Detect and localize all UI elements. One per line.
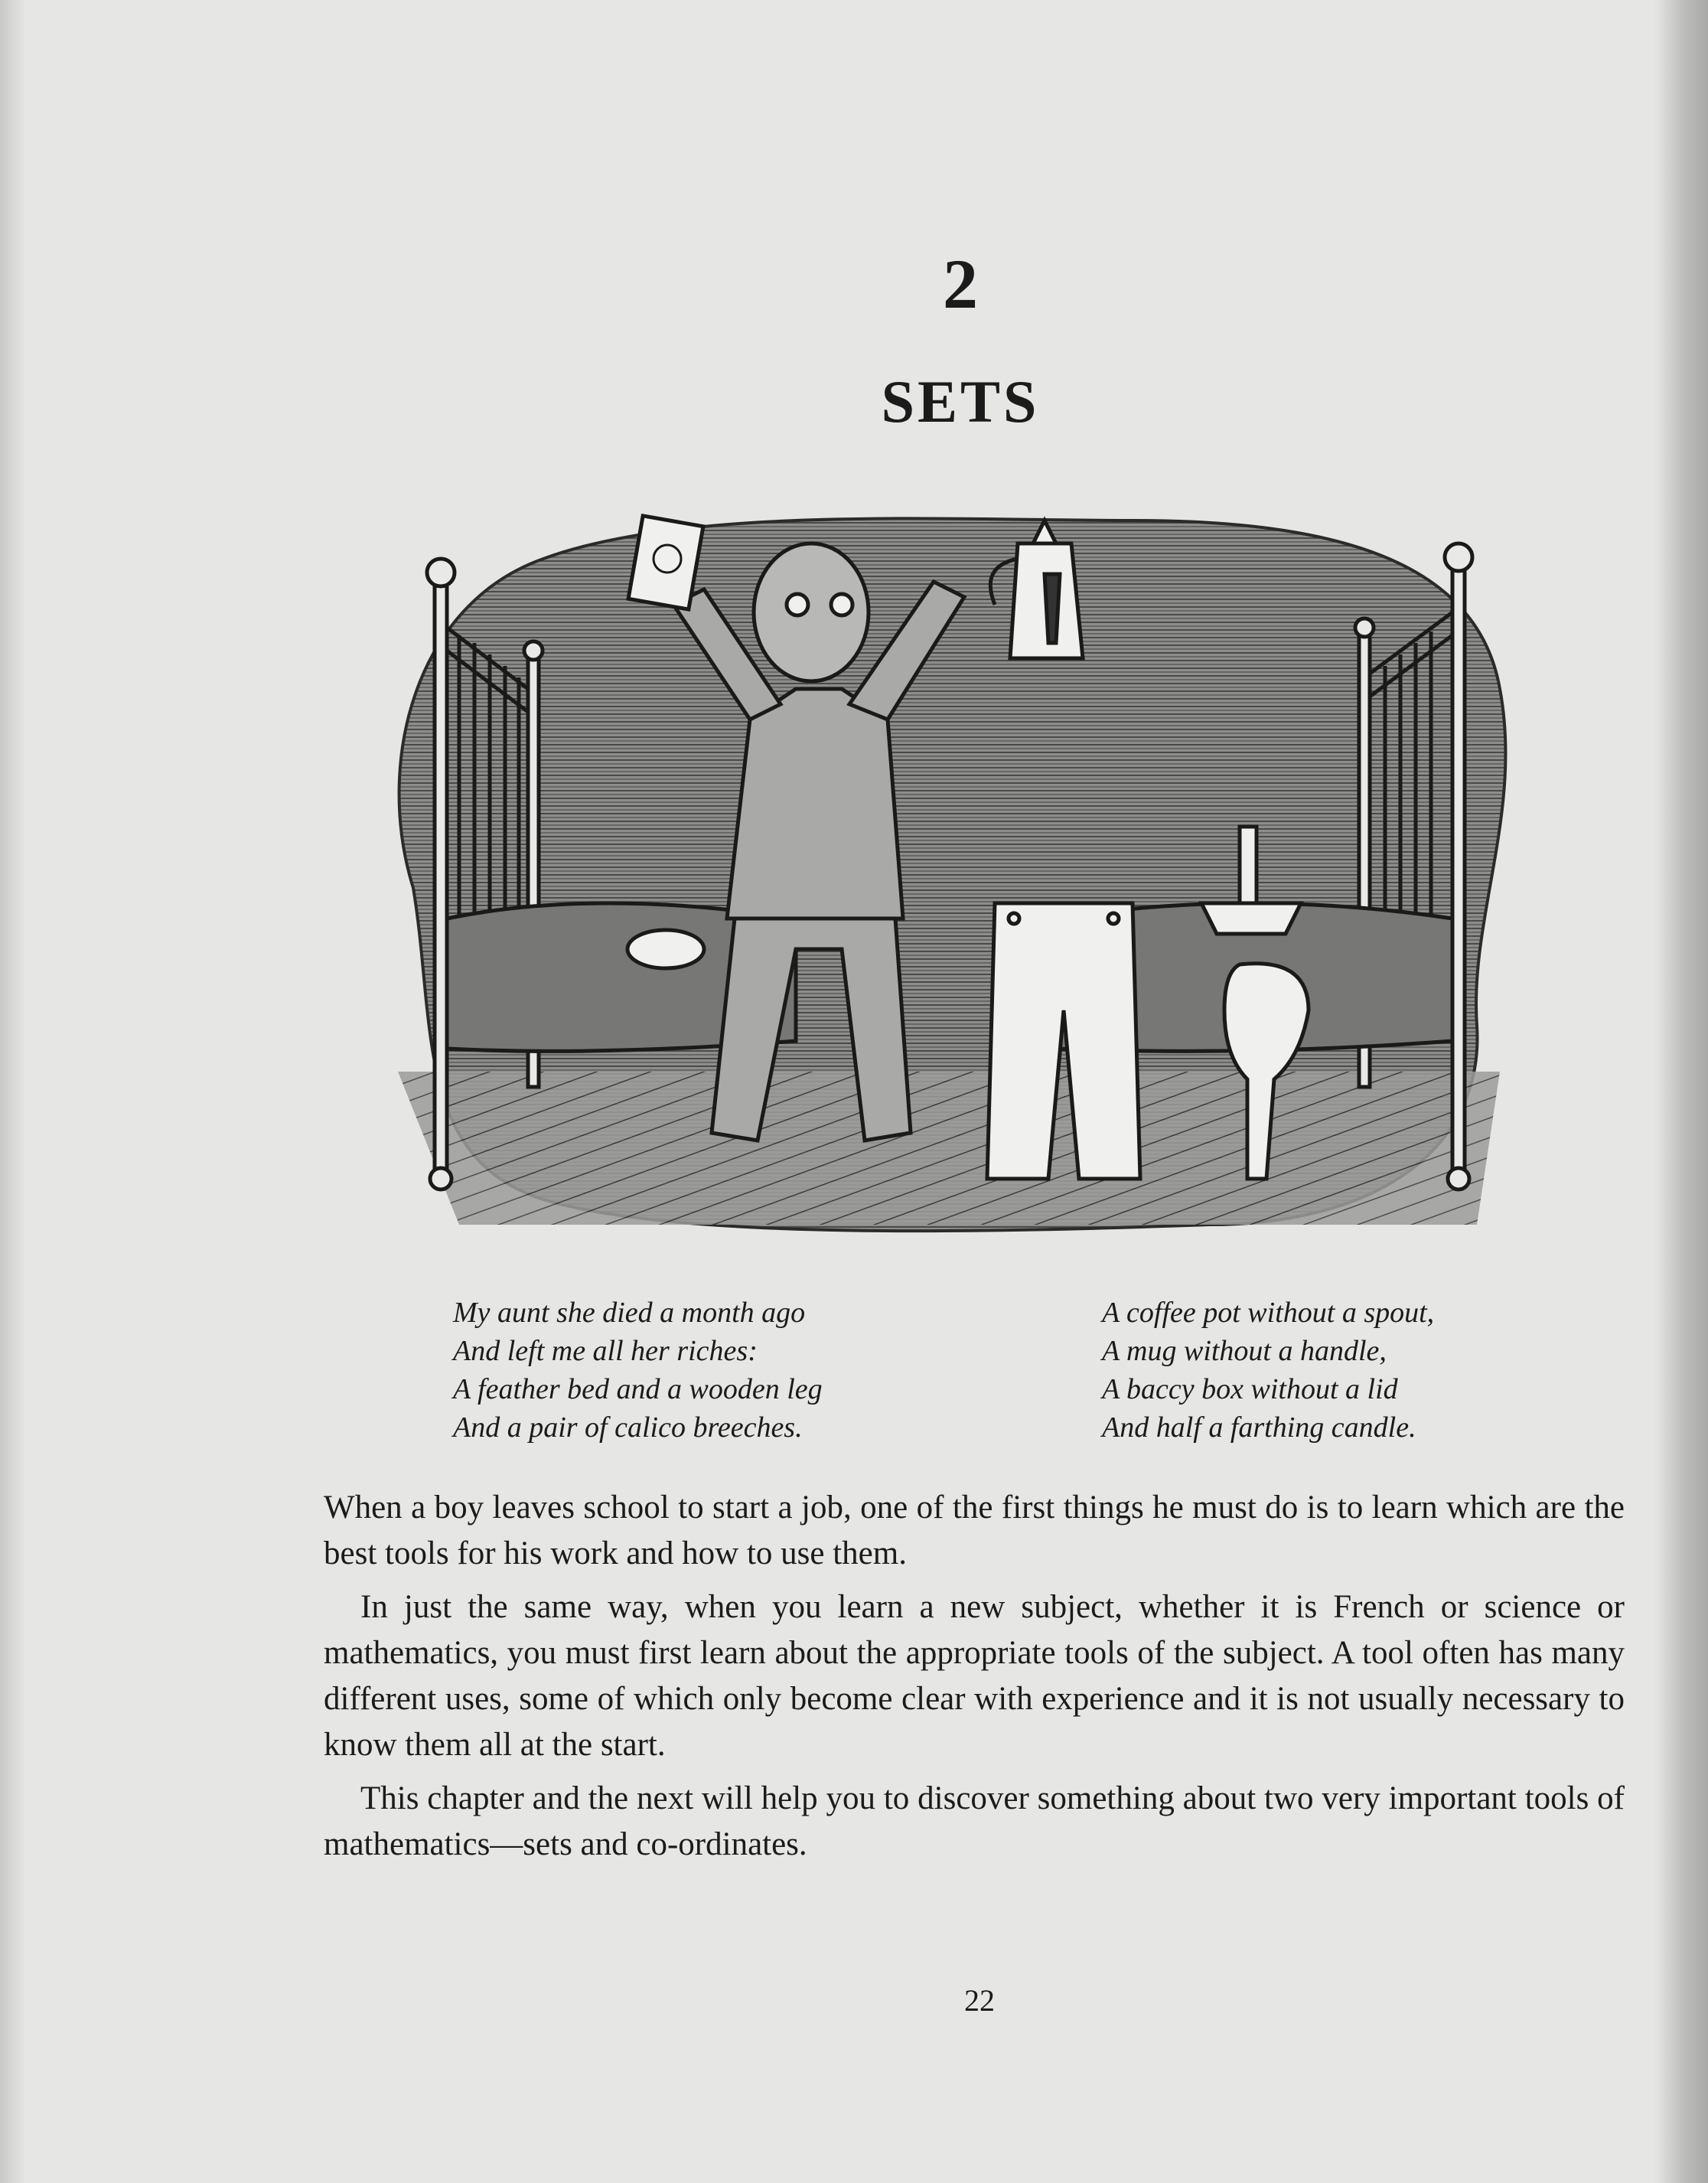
poem-right-stanza: [1102, 1294, 1684, 1447]
poem-line: A coffee pot without a spout,: [1102, 1297, 1435, 1329]
poem-line: A feather bed and a wooden leg: [453, 1373, 823, 1405]
page-number: 22: [964, 1983, 995, 2018]
poem-line: And left me all her riches:: [453, 1335, 758, 1367]
baccy-box: [627, 930, 704, 968]
chapter-title: SETS: [881, 368, 1040, 435]
page-gutter-shadow: [0, 0, 26, 2183]
floorboards: [398, 1072, 1500, 1225]
chapter-number: 2: [943, 245, 978, 323]
body-text: [324, 1485, 1625, 1875]
paragraph-tools: In just the same way, when you learn a new subject, whether it is French or science or mathematics, you must first learn about the appropriate tools of the subject. A tool often has many different uses, some of which only become clear with experience and it is not usually necessary to know them all at the start.: [324, 1589, 1625, 1763]
poem-line: And half a farthing candle.: [1102, 1411, 1416, 1444]
poem-line: A mug without a handle,: [1102, 1335, 1387, 1367]
poem-line: And a pair of calico breeches.: [453, 1411, 803, 1444]
paragraph-chapter-preview: This chapter and the next will help you to discover something about two very important tools of mathematics—sets and co-ordinates.: [324, 1780, 1625, 1862]
poem-line: My aunt she died a month ago: [453, 1297, 806, 1329]
page-edge-shadow: [1654, 0, 1708, 2183]
paragraph-intro: When a boy leaves school to start a job, one of the first things he must do is to learn which are the best tools for his work and how to use them.: [324, 1490, 1625, 1571]
poem-left-stanza: [453, 1294, 1050, 1447]
bedroom-woodcut-illustration: [367, 490, 1530, 1255]
poem-line: A baccy box without a lid: [1102, 1373, 1398, 1405]
